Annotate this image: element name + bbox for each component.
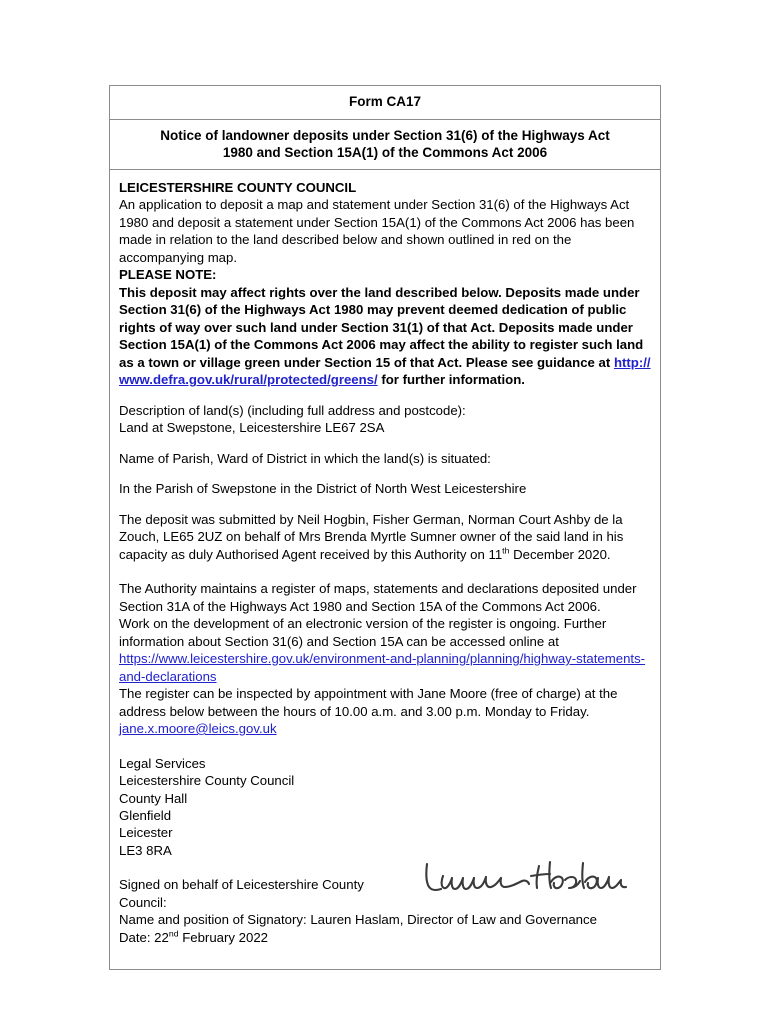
address-line-1: Legal Services xyxy=(119,755,206,771)
form-title: Form CA17 xyxy=(348,94,421,109)
inspection-paragraph: The register can be inspected by appointment with Jane Moore (free of charge) at the address below between the hours of 10.00 a.m. and 3.00 p.m. Monday to Friday. xyxy=(119,686,618,719)
signatory-line: Name and position of Signatory: Lauren Haslam, Director of Law and Governance xyxy=(119,912,597,928)
spacer xyxy=(119,498,651,511)
spacer xyxy=(119,467,651,480)
address-line-2: Leicestershire County Council xyxy=(119,773,295,789)
email-paragraph xyxy=(119,720,651,737)
address-line-6: LE3 8RA xyxy=(119,842,172,858)
please-note-body: This deposit may affect rights over the land described below. Deposits made under Section 31(6) of the Highways Act 1980 may prevent deemed dedication of public rights of way over such land under Section 31(1) of that Act. Deposits made under Section 15A(1) of the Commons Act 2006 may affect the ability to register such land as a town or village green under Section 15 of that Act. Please see guidance at xyxy=(119,284,644,370)
deposit-submitted-paragraph xyxy=(119,511,651,563)
spacer xyxy=(119,563,651,580)
form-ca17-table xyxy=(109,85,661,970)
parish-label: Name of Parish, Ward of District in which the land(s) is situated: xyxy=(119,450,491,466)
spacer xyxy=(119,859,651,876)
address-block xyxy=(119,755,651,860)
spacer xyxy=(119,437,651,450)
parish-value: In the Parish of Swepstone in the District of North West Leicestershire xyxy=(119,481,527,497)
defra-guidance-link[interactable]: http://www.defra.gov.uk/rural/protected/greens/ xyxy=(119,354,651,388)
address-line-3: County Hall xyxy=(119,790,188,806)
signature-area xyxy=(119,876,651,962)
register-paragraph: The Authority maintains a register of maps, statements and declarations deposited under Section 31A of the Highways Act 1980 and Section 15A of the Commons Act 2006. xyxy=(119,581,637,614)
deposit-submitted-pre: The deposit was submitted by Neil Hogbin, Fisher German, Norman Court Ashby de la Zouch, LE65 2UZ on behalf of Mrs Brenda Myrtle Sumner owner of the said land in his capacity as duly Authorised Agent received by this Authority on 11 xyxy=(119,511,624,562)
register-link-paragraph xyxy=(119,650,651,685)
description-value: Land at Swepstone, Leicestershire LE67 2SA xyxy=(119,420,385,436)
form-subtitle-line-1: Notice of landowner deposits under Section 31(6) of the Highways Act xyxy=(160,127,610,143)
leicestershire-register-link[interactable]: https://www.leicestershire.gov.uk/environment-and-planning/planning/highway-statements-and-declarations xyxy=(119,651,646,684)
address-line-4: Glenfield xyxy=(119,807,172,823)
form-subtitle-cell xyxy=(110,120,660,170)
register-online-paragraph: Work on the development of an electronic version of the register is ongoing. Further information about Section 31(6) and Section 15A can be accessed online at xyxy=(119,616,607,649)
signed-on-behalf-line-2: Council: xyxy=(119,894,167,910)
please-note-paragraph xyxy=(119,284,651,389)
defra-link-suffix: for further information. xyxy=(377,372,525,388)
spacer xyxy=(119,389,651,402)
intro-paragraph: An application to deposit a map and statement under Section 31(6) of the Highways Act 1980 and deposit a statement under Section 15A(1) of the Commons Act 2006 has been made in relation to the land described below and shown outlined in red on the accompanying map. xyxy=(119,197,635,265)
description-label: Description of land(s) (including full address and postcode): xyxy=(119,402,466,418)
form-subtitle-line-2: 1980 and Section 15A(1) of the Commons Act 2006 xyxy=(222,145,548,161)
signed-on-behalf-line-1: Signed on behalf of Leicestershire County xyxy=(119,877,364,893)
date-prefix: Date: 22 xyxy=(119,929,169,945)
date-suffix: February 2022 xyxy=(178,929,268,945)
date-ordinal-suffix: nd xyxy=(168,928,179,939)
deposit-submitted-post: December 2020. xyxy=(509,546,611,562)
please-note-label: PLEASE NOTE: xyxy=(119,267,217,283)
spacer xyxy=(119,738,651,755)
jane-moore-email-link[interactable]: jane.x.moore@leics.gov.uk xyxy=(119,721,277,737)
authority-heading: LEICESTERSHIRE COUNTY COUNCIL xyxy=(119,179,357,195)
date-line xyxy=(119,929,651,946)
address-line-5: Leicester xyxy=(119,825,173,841)
date-ordinal-suffix: th xyxy=(502,545,510,556)
form-body-cell xyxy=(110,170,660,969)
form-title-cell xyxy=(110,86,660,120)
